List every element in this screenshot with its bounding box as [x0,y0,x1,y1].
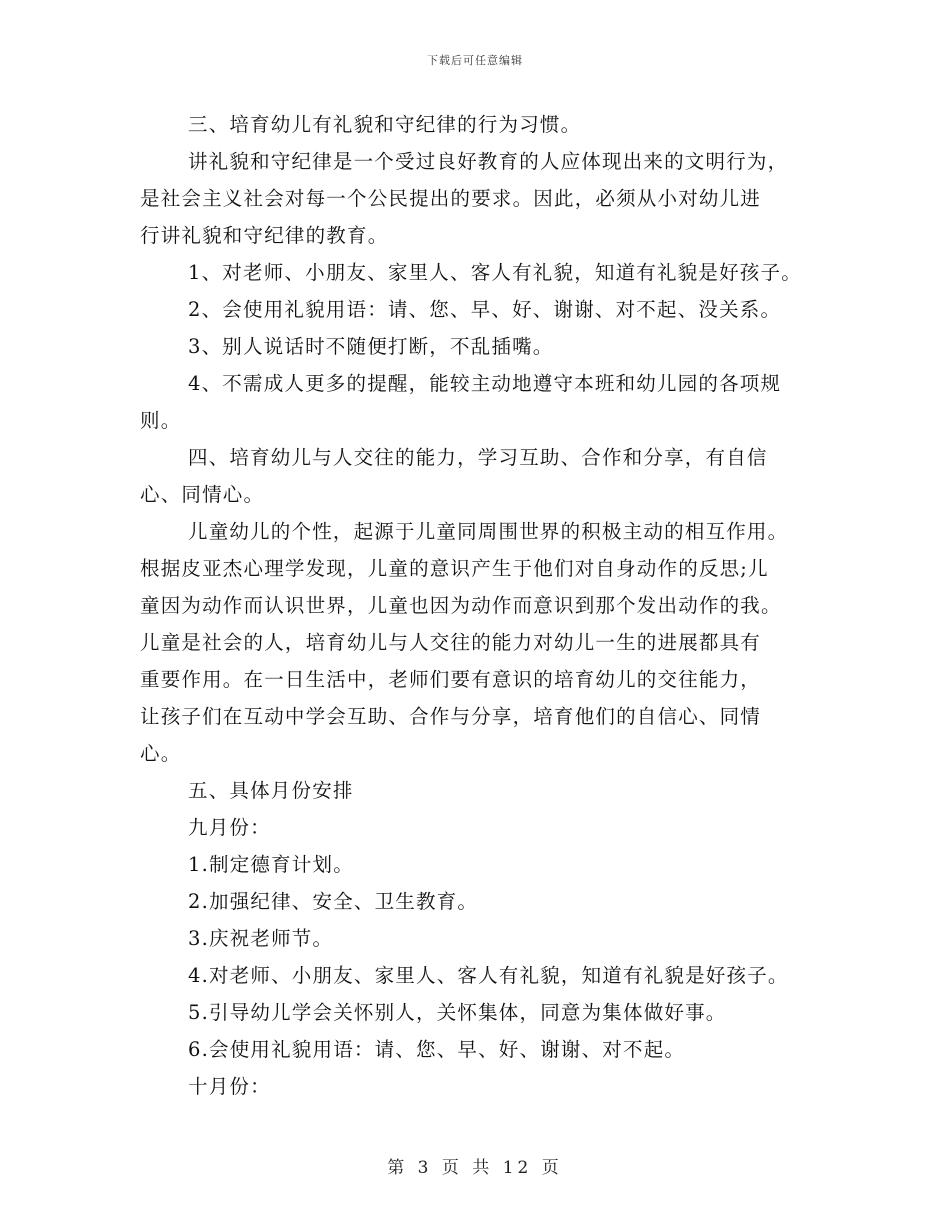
text-line: 1.制定德育计划。 [188,853,354,876]
text-line: 行讲礼貌和守纪律的教育。 [140,224,389,247]
text-line: 2.加强纪律、安全、卫生教育。 [188,890,479,913]
page-footer: 第 3 页 共 12 页 [387,1158,563,1178]
text-line: 3.庆祝老师节。 [188,927,334,950]
text-line: 五、具体月份安排 [188,779,354,802]
text-line: 根据皮亚杰心理学发现，儿童的意识产生于他们对自身动作的反思;儿 [140,557,769,580]
text-line: 重要作用。在一日生活中，老师们要有意识的培育幼儿的交往能力， [140,668,762,691]
text-line: 三、培育幼儿有礼貌和守纪律的行为习惯。 [188,113,582,136]
text-line: 3、别人说话时不随便打断，不乱插嘴。 [188,335,554,358]
text-line: 是社会主义社会对每一个公民提出的要求。因此，必须从小对幼儿进 [140,187,762,210]
text-line: 5.引导幼儿学会关怀别人，关怀集体，同意为集体做好事。 [188,1001,727,1024]
text-line: 6.会使用礼貌用语：请、您、早、好、谢谢、对不起。 [188,1038,686,1061]
text-line: 让孩子们在互动中学会互助、合作与分享，培育他们的自信心、同情 [140,705,762,728]
text-line: 四、培育幼儿与人交往的能力，学习互助、合作和分享，有自信 [188,446,768,469]
text-line: 儿童幼儿的个性，起源于儿童同周围世界的积极主动的相互作用。 [188,520,789,543]
text-line: 童因为动作而认识世界，儿童也因为动作而意识到那个发出动作的我。 [140,594,782,617]
text-line: 4、不需成人更多的提醒，能较主动地遵守本班和幼儿园的各项规 [188,372,782,395]
text-line: 4.对老师、小朋友、家里人、客人有礼貌，知道有礼貌是好孩子。 [188,964,789,987]
text-line: 九月份： [188,816,271,839]
text-line: 十月份： [188,1075,271,1098]
text-line: 则。 [140,409,182,432]
text-line: 1、对老师、小朋友、家里人、客人有礼貌，知道有礼貌是好孩子。 [188,261,802,284]
text-line: 儿童是社会的人，培育幼儿与人交往的能力对幼儿一生的进展都具有 [140,631,762,654]
text-line: 2、会使用礼貌用语：请、您、早、好、谢谢、对不起、没关系。 [188,298,782,321]
text-line: 心、同情心。 [140,483,265,506]
text-line: 心。 [140,742,182,765]
page-header: 下载后可任意编辑 [427,54,523,67]
document-body [140,106,820,1105]
text-line: 讲礼貌和守纪律是一个受过良好教育的人应体现出来的文明行为， [188,150,789,173]
